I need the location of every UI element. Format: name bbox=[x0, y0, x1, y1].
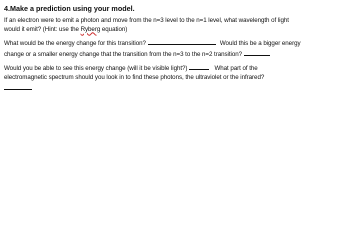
question-energy-line-2 bbox=[4, 49, 346, 60]
question-energy-line-1 bbox=[4, 38, 346, 49]
bigger-smaller-answer-blank[interactable] bbox=[244, 49, 270, 56]
energy-change-answer-blank[interactable] bbox=[148, 38, 216, 45]
spectrum-answer-blank[interactable] bbox=[4, 83, 32, 90]
hint-text-start: would it emit? (Hint: use the bbox=[4, 25, 81, 33]
spellcheck-flagged-word[interactable]: Ryberg bbox=[80, 25, 101, 33]
question-visibility bbox=[4, 63, 346, 93]
worksheet-section bbox=[0, 0, 350, 113]
energy-change-question: What would be the energy change for this transition? bbox=[4, 40, 146, 48]
question-wavelength-line-2 bbox=[4, 26, 346, 35]
question-visibility-line-3 bbox=[4, 83, 346, 94]
visible-light-answer-blank[interactable] bbox=[189, 63, 209, 70]
question-wavelength bbox=[4, 17, 346, 34]
bigger-energy-question-start: Would this be a bigger energy bbox=[219, 40, 301, 48]
hint-text-end: equation) bbox=[100, 25, 128, 33]
section-heading: 4.Make a prediction using your model. bbox=[4, 4, 135, 13]
visible-light-question: Would you be able to see this energy change (will it be visible light?) bbox=[4, 65, 188, 73]
question-visibility-line-1 bbox=[4, 63, 346, 74]
spectrum-question-start: What part of the bbox=[214, 65, 258, 73]
question-energy-change bbox=[4, 38, 346, 59]
question-wavelength-line-1: If an electron were to emit a photon and move from the n=3 level to the n=1 level, what wavelength of light bbox=[4, 17, 289, 24]
bigger-energy-question-end: change or a smaller energy change that the transition from the n=3 to the n=2 transition? bbox=[4, 50, 243, 58]
question-visibility-line-2: electromagnetic spectrum should you look in to find these photons, the ultraviolet or the infrared? bbox=[4, 73, 265, 81]
